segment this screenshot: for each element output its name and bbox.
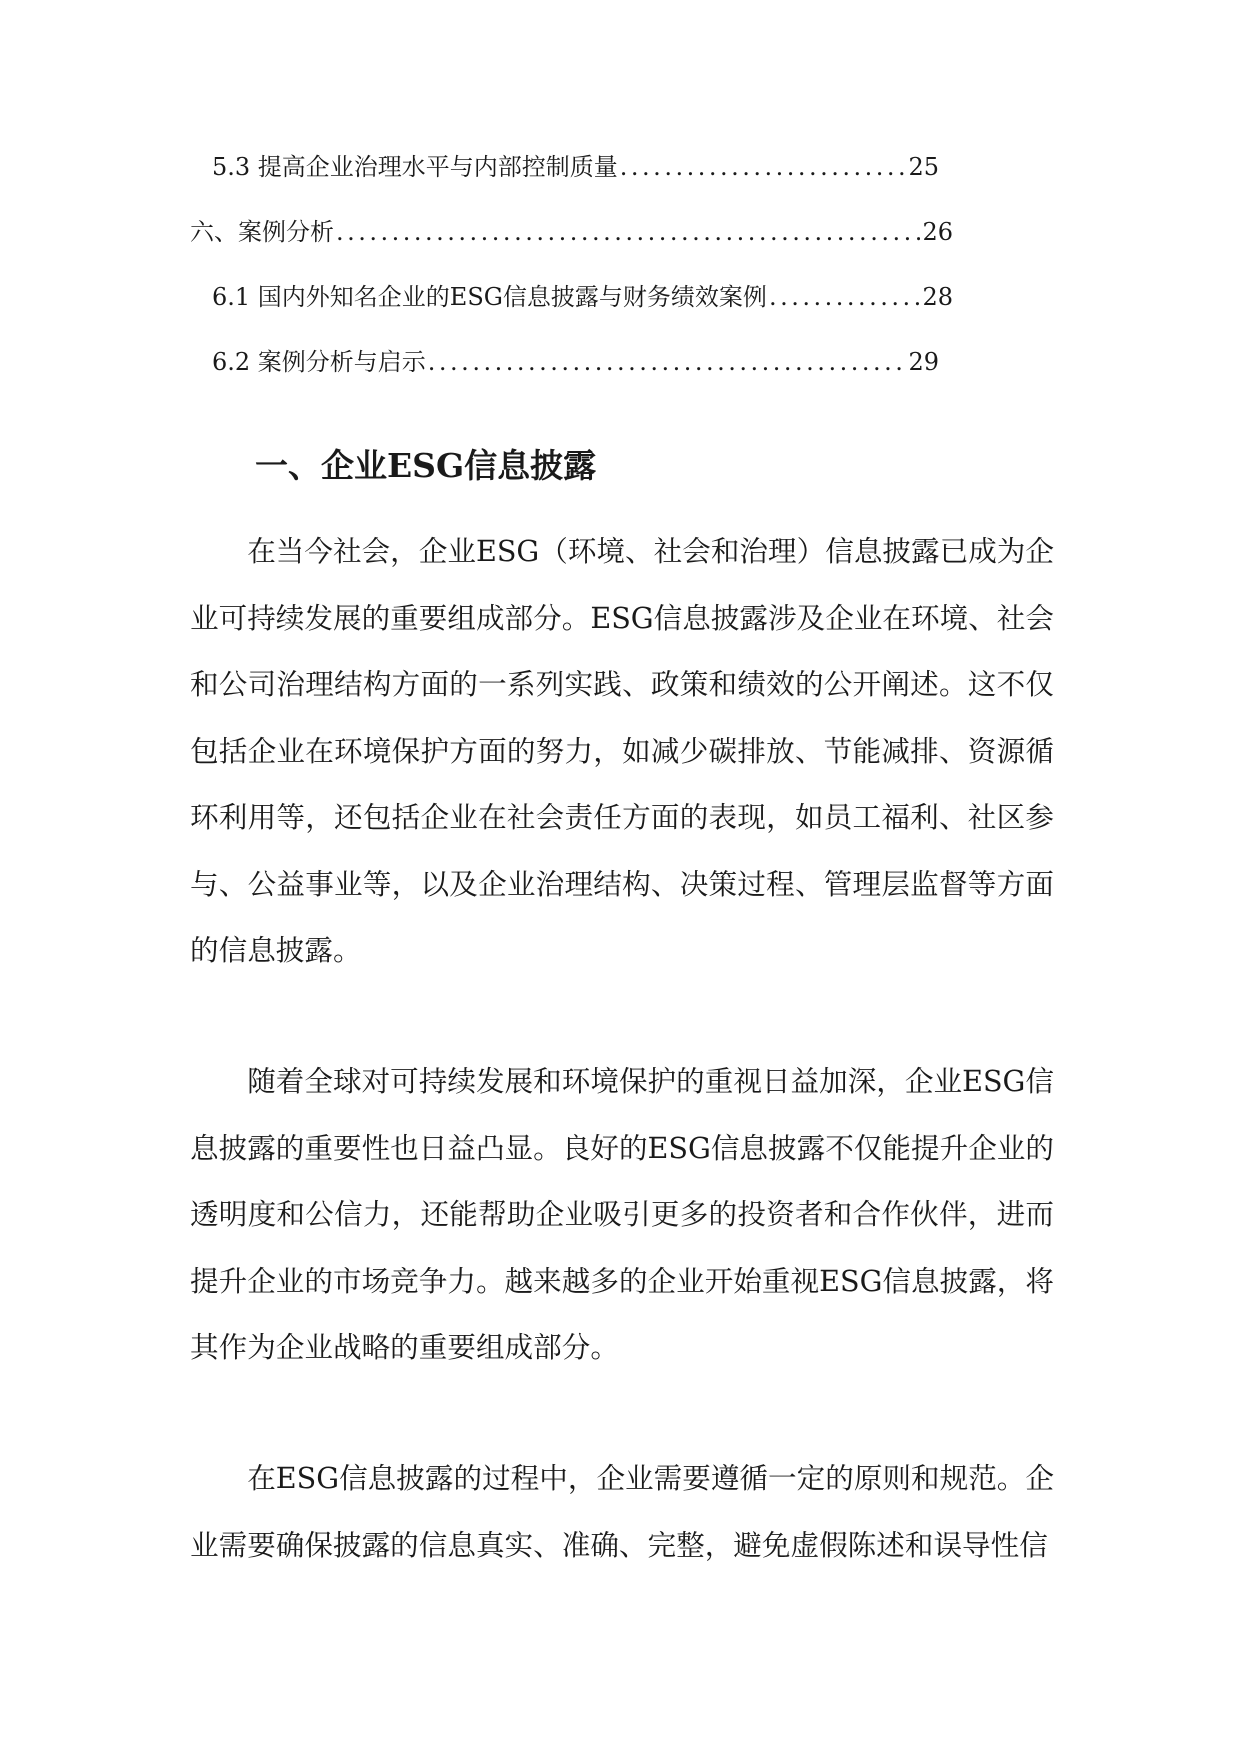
toc-entry-5-3[interactable]: [212, 152, 939, 182]
toc-entry-6-2[interactable]: [212, 347, 939, 377]
toc-page-number: 26: [922, 218, 953, 246]
paragraph-1: 在当今社会，企业ESG（环境、社会和治理）信息披露已成为企业可持续发展的重要组成部分。ESG信息披露涉及企业在环境、社会和公司治理结构方面的一系列实践、政策和绩效的公开阐述。这不仅包括企业在环境保护方面的努力，如减少碳排放、节能减排、资源循环利用等，还包括企业在社会责任方面的表现，如员工福利、社区参与、公益事业等，以及企业治理结构、决策过程、管理层监督等方面的信息披露。: [190, 534, 1054, 967]
toc-entry-label: 6.1 国内外知名企业的ESG信息披露与财务绩效案例: [212, 283, 767, 311]
toc-entry-label: 6.2 案例分析与启示: [212, 348, 426, 376]
section-heading: 一、企业ESG信息披露: [255, 446, 597, 485]
toc-leader-dots: [769, 282, 921, 312]
toc-leader-dots: [336, 217, 920, 247]
paragraph-2: 随着全球对可持续发展和环境保护的重视日益加深，企业ESG信息披露的重要性也日益凸显。良好的ESG信息披露不仅能提升企业的透明度和公信力，还能帮助企业吸引更多的投资者和合作伙伴，进而提升企业的市场竞争力。越来越多的企业开始重视ESG信息披露，将其作为企业战略的重要组成部分。: [190, 1064, 1054, 1364]
toc-leader-dots: [428, 347, 907, 377]
toc-leader-dots: [620, 152, 907, 182]
toc-entry-label: 5.3 提高企业治理水平与内部控制质量: [212, 153, 618, 181]
toc-entry-label: 六、案例分析: [190, 218, 334, 246]
toc-page-number: 29: [908, 348, 939, 376]
toc-entry-6[interactable]: [190, 217, 953, 247]
toc-entry-6-1[interactable]: [212, 282, 953, 312]
toc-page-number: 28: [922, 283, 953, 311]
paragraph-3: 在ESG信息披露的过程中，企业需要遵循一定的原则和规范。企业需要确保披露的信息真实、准确、完整，避免虚假陈述和误导性信: [190, 1461, 1054, 1562]
toc-page-number: 25: [908, 153, 939, 181]
